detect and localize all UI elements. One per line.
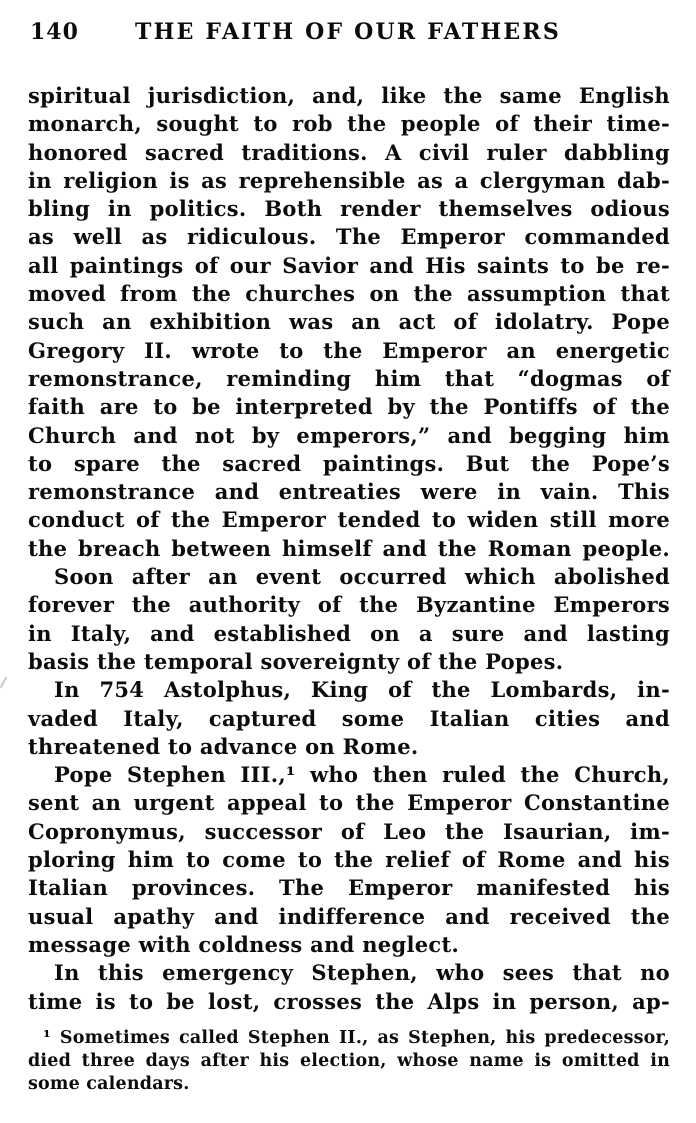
text-line: the breach between himself and the Roman people. (28, 535, 670, 561)
text-line: conduct of the Emperor tended to widen still more (28, 507, 670, 533)
text-line: In 754 Astolphus, King of the Lombards, in- (54, 677, 670, 703)
text-line: all paintings of our Savior and His saints to be re- (28, 252, 670, 278)
text-line: Italian provinces. The Emperor manifested his (28, 875, 670, 901)
paragraph (28, 959, 670, 1016)
text-line: to spare the sacred paintings. But the Pope’s (28, 450, 670, 476)
text-line: monarch, sought to rob the people of their time- (28, 111, 670, 137)
text-line: died three days after his election, whose name is omitted in (28, 1050, 670, 1071)
text-line: threatened to advance on Rome. (28, 733, 419, 759)
text-line: such an exhibition was an act of idolatry. Pope (28, 309, 670, 335)
text-line: as well as ridiculous. The Emperor commanded (28, 224, 670, 250)
text-line: moved from the churches on the assumption that (28, 281, 670, 307)
text-line: Church and not by emperors,” and begging him (28, 422, 670, 448)
text-line: ploring him to come to the relief of Rome and his (28, 847, 670, 873)
text-line: remonstrance and entreaties were in vain. This (28, 479, 670, 505)
text-line: ¹ Sometimes called Stephen II., as Stephen, his predecessor, (43, 1027, 670, 1048)
paragraph (28, 82, 670, 563)
scan-speck (0, 677, 13, 692)
text-line: basis the temporal sovereignty of the Popes. (28, 648, 564, 674)
running-title: THE FAITH OF OUR FATHERS (135, 19, 561, 45)
text-line: remonstrance, reminding him that “dogmas of (28, 365, 670, 391)
page-number: 140 (30, 19, 79, 45)
text-line: in Italy, and established on a sure and lasting (28, 620, 670, 646)
text-line: message with coldness and neglect. (28, 931, 460, 957)
footnote (28, 1027, 670, 1096)
text-line: Copronymus, successor of Leo the Isaurian, im- (28, 818, 670, 844)
body-text (28, 82, 670, 1016)
text-line: in religion is as reprehensible as a clergyman dab- (28, 167, 670, 193)
paragraph (28, 676, 670, 761)
text-line: usual apathy and indifference and received the (28, 903, 670, 929)
text-line: vaded Italy, captured some Italian cities and (28, 705, 670, 731)
text-line: time is to be lost, crosses the Alps in person, ap- (28, 988, 670, 1014)
paragraph (28, 761, 670, 959)
text-line: bling in politics. Both render themselves odious (28, 196, 670, 222)
paragraph (28, 563, 670, 676)
text-line: forever the authority of the Byzantine Emperors (28, 592, 670, 618)
text-line: Gregory II. wrote to the Emperor an energetic (28, 337, 670, 363)
text-line: honored sacred traditions. A civil ruler dabbling (28, 139, 670, 165)
text-line: some calendars. (28, 1073, 190, 1094)
text-line: spiritual jurisdiction, and, like the same English (28, 83, 670, 108)
text-line: Pope Stephen III.,¹ who then ruled the Church, (54, 762, 670, 788)
text-line: faith are to be interpreted by the Pontiffs of the (28, 394, 670, 420)
page-header (0, 0, 696, 49)
paragraph (28, 1027, 670, 1096)
text-line: In this emergency Stephen, who sees that no (54, 960, 670, 986)
text-line: sent an urgent appeal to the Emperor Constantine (28, 790, 670, 816)
text-line: Soon after an event occurred which abolished (54, 564, 670, 590)
